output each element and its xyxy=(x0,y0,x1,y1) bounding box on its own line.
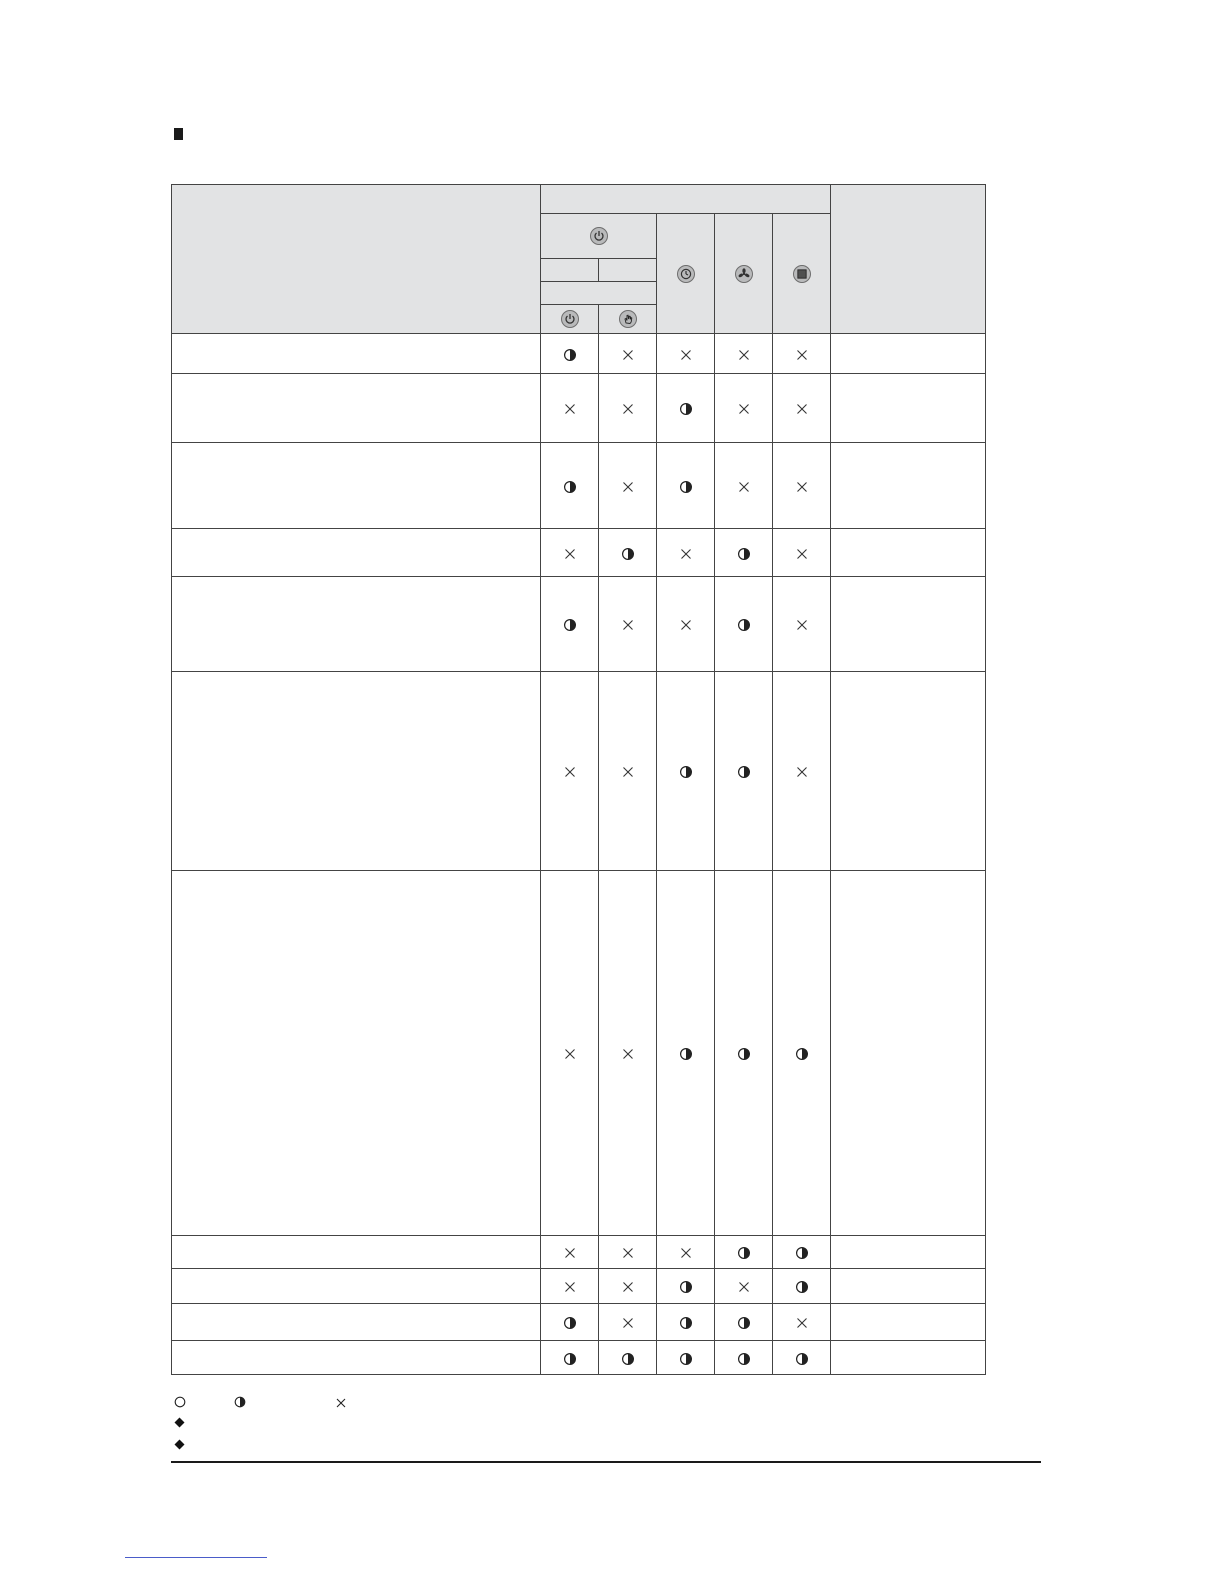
mark-cell xyxy=(657,374,715,443)
footer-rule xyxy=(171,1461,1041,1463)
mark-cell xyxy=(599,443,657,529)
open-circle-icon xyxy=(174,1395,186,1413)
timer-icon xyxy=(677,265,695,283)
cross-icon xyxy=(737,480,751,494)
mark-cell xyxy=(773,374,831,443)
cross-icon xyxy=(795,1316,809,1330)
header-hand-cell xyxy=(599,305,657,334)
cross-icon xyxy=(621,480,635,494)
row-remark-cell xyxy=(831,1341,986,1375)
mark-cell xyxy=(715,577,773,672)
mark-cell xyxy=(657,529,715,577)
cross-icon xyxy=(621,1280,635,1294)
half-circle-icon xyxy=(563,618,577,632)
cross-icon xyxy=(795,547,809,561)
mark-cell xyxy=(541,577,599,672)
cross-icon xyxy=(335,1396,347,1414)
cross-icon xyxy=(621,765,635,779)
half-circle-icon xyxy=(679,1316,693,1330)
row-remark-cell xyxy=(831,1269,986,1304)
mark-cell xyxy=(657,1341,715,1375)
mark-cell xyxy=(657,1269,715,1304)
diamond-bullet-icon xyxy=(174,1415,185,1433)
power-icon xyxy=(590,227,608,245)
row-label-cell xyxy=(172,1236,541,1269)
function-matrix-table xyxy=(171,184,986,1375)
cross-icon xyxy=(563,547,577,561)
mark-cell xyxy=(599,577,657,672)
mark-cell xyxy=(773,529,831,577)
cross-icon xyxy=(679,618,693,632)
half-circle-icon xyxy=(679,1280,693,1294)
cross-icon xyxy=(679,547,693,561)
cross-icon xyxy=(621,618,635,632)
hand-icon xyxy=(619,310,637,328)
header-power-sub-left xyxy=(541,259,599,282)
row-remark-cell xyxy=(831,672,986,871)
cross-icon xyxy=(795,348,809,362)
mark-cell xyxy=(541,443,599,529)
half-circle-icon xyxy=(563,1316,577,1330)
row-remark-cell xyxy=(831,871,986,1236)
power-icon xyxy=(561,310,579,328)
table-row xyxy=(172,1304,986,1341)
half-circle-icon xyxy=(563,1352,577,1366)
mark-cell xyxy=(715,1304,773,1341)
cross-icon xyxy=(795,480,809,494)
row-remark-cell xyxy=(831,1304,986,1341)
table-row xyxy=(172,871,986,1236)
half-circle-icon xyxy=(795,1352,809,1366)
cross-icon xyxy=(621,1246,635,1260)
mark-cell xyxy=(657,443,715,529)
mark-cell xyxy=(773,577,831,672)
mark-cell xyxy=(715,871,773,1236)
half-circle-icon xyxy=(679,402,693,416)
half-circle-icon xyxy=(737,1246,751,1260)
mark-cell xyxy=(773,1341,831,1375)
half-circle-icon xyxy=(795,1047,809,1061)
row-label-cell xyxy=(172,334,541,374)
mark-cell xyxy=(715,334,773,374)
section-bullet xyxy=(174,128,183,140)
half-circle-icon xyxy=(795,1246,809,1260)
mark-cell xyxy=(773,1236,831,1269)
row-remark-cell xyxy=(831,334,986,374)
header-timer-cell xyxy=(657,214,715,334)
table-row xyxy=(172,1236,986,1269)
row-label-cell xyxy=(172,1269,541,1304)
mark-cell xyxy=(541,1236,599,1269)
mark-cell xyxy=(541,334,599,374)
mark-cell xyxy=(715,443,773,529)
table-row xyxy=(172,672,986,871)
mark-cell xyxy=(657,334,715,374)
mark-cell xyxy=(541,871,599,1236)
header-power-cell xyxy=(541,214,657,259)
mark-cell xyxy=(715,1269,773,1304)
cross-icon xyxy=(795,765,809,779)
header-group-cell xyxy=(541,185,831,214)
mark-cell xyxy=(599,672,657,871)
mark-cell xyxy=(715,529,773,577)
header-filter-cell xyxy=(773,214,831,334)
cross-icon xyxy=(621,402,635,416)
table-row xyxy=(172,443,986,529)
header-power-sub-span xyxy=(541,282,657,305)
header-power-sub-right xyxy=(599,259,657,282)
header-remark-cell xyxy=(831,185,986,334)
cross-icon xyxy=(737,348,751,362)
mark-cell xyxy=(657,577,715,672)
cross-icon xyxy=(679,1246,693,1260)
mark-cell xyxy=(599,871,657,1236)
half-circle-icon xyxy=(679,1047,693,1061)
half-circle-icon xyxy=(563,480,577,494)
mark-cell xyxy=(773,871,831,1236)
row-remark-cell xyxy=(831,1236,986,1269)
half-circle-icon xyxy=(737,1316,751,1330)
mark-cell xyxy=(599,1236,657,1269)
half-circle-icon xyxy=(737,1352,751,1366)
mark-cell xyxy=(715,1236,773,1269)
mark-cell xyxy=(541,1269,599,1304)
row-remark-cell xyxy=(831,577,986,672)
cross-icon xyxy=(737,1280,751,1294)
row-remark-cell xyxy=(831,529,986,577)
half-circle-icon xyxy=(621,547,635,561)
row-label-cell xyxy=(172,672,541,871)
half-circle-icon xyxy=(737,618,751,632)
mark-cell xyxy=(541,1341,599,1375)
row-label-cell xyxy=(172,1304,541,1341)
row-remark-cell xyxy=(831,443,986,529)
row-label-cell xyxy=(172,577,541,672)
table-row xyxy=(172,374,986,443)
mark-cell xyxy=(773,672,831,871)
mark-cell xyxy=(599,529,657,577)
half-circle-icon xyxy=(737,1047,751,1061)
header-item-cell xyxy=(172,185,541,334)
mark-cell xyxy=(541,672,599,871)
mark-cell xyxy=(541,1304,599,1341)
mark-cell xyxy=(657,1236,715,1269)
half-circle-icon xyxy=(737,765,751,779)
half-circle-icon xyxy=(679,765,693,779)
row-label-cell xyxy=(172,374,541,443)
cross-icon xyxy=(563,765,577,779)
mark-cell xyxy=(773,1304,831,1341)
mark-cell xyxy=(773,334,831,374)
mark-cell xyxy=(541,374,599,443)
half-circle-icon xyxy=(563,348,577,362)
cross-icon xyxy=(795,618,809,632)
table-row xyxy=(172,334,986,374)
cross-icon xyxy=(621,1047,635,1061)
cross-icon xyxy=(563,402,577,416)
cross-icon xyxy=(563,1280,577,1294)
table-row xyxy=(172,577,986,672)
half-circle-icon xyxy=(234,1395,246,1413)
mark-cell xyxy=(657,672,715,871)
half-circle-icon xyxy=(737,547,751,561)
mark-cell xyxy=(599,1304,657,1341)
cross-icon xyxy=(621,348,635,362)
row-label-cell xyxy=(172,529,541,577)
mark-cell xyxy=(599,334,657,374)
cross-icon xyxy=(621,1316,635,1330)
header-power-sub-cell xyxy=(541,305,599,334)
link-underline[interactable] xyxy=(125,1557,267,1558)
cross-icon xyxy=(737,402,751,416)
mark-cell xyxy=(715,374,773,443)
mark-cell xyxy=(599,1341,657,1375)
cross-icon xyxy=(563,1047,577,1061)
row-remark-cell xyxy=(831,374,986,443)
row-label-cell xyxy=(172,443,541,529)
mark-cell xyxy=(657,1304,715,1341)
cross-icon xyxy=(563,1246,577,1260)
half-circle-icon xyxy=(679,480,693,494)
header-fan-cell xyxy=(715,214,773,334)
half-circle-icon xyxy=(621,1352,635,1366)
table-row xyxy=(172,1269,986,1304)
mark-cell xyxy=(773,443,831,529)
fan-icon xyxy=(735,265,753,283)
mark-cell xyxy=(599,374,657,443)
cross-icon xyxy=(795,402,809,416)
mark-cell xyxy=(715,672,773,871)
half-circle-icon xyxy=(679,1352,693,1366)
row-label-cell xyxy=(172,871,541,1236)
half-circle-icon xyxy=(795,1280,809,1294)
row-label-cell xyxy=(172,1341,541,1375)
mark-cell xyxy=(541,529,599,577)
mark-cell xyxy=(715,1341,773,1375)
cross-icon xyxy=(679,348,693,362)
diamond-bullet-icon xyxy=(174,1437,185,1455)
table-row xyxy=(172,1341,986,1375)
filter-icon xyxy=(793,265,811,283)
mark-cell xyxy=(599,1269,657,1304)
table-row xyxy=(172,529,986,577)
legend xyxy=(174,1395,574,1455)
mark-cell xyxy=(657,871,715,1236)
mark-cell xyxy=(773,1269,831,1304)
